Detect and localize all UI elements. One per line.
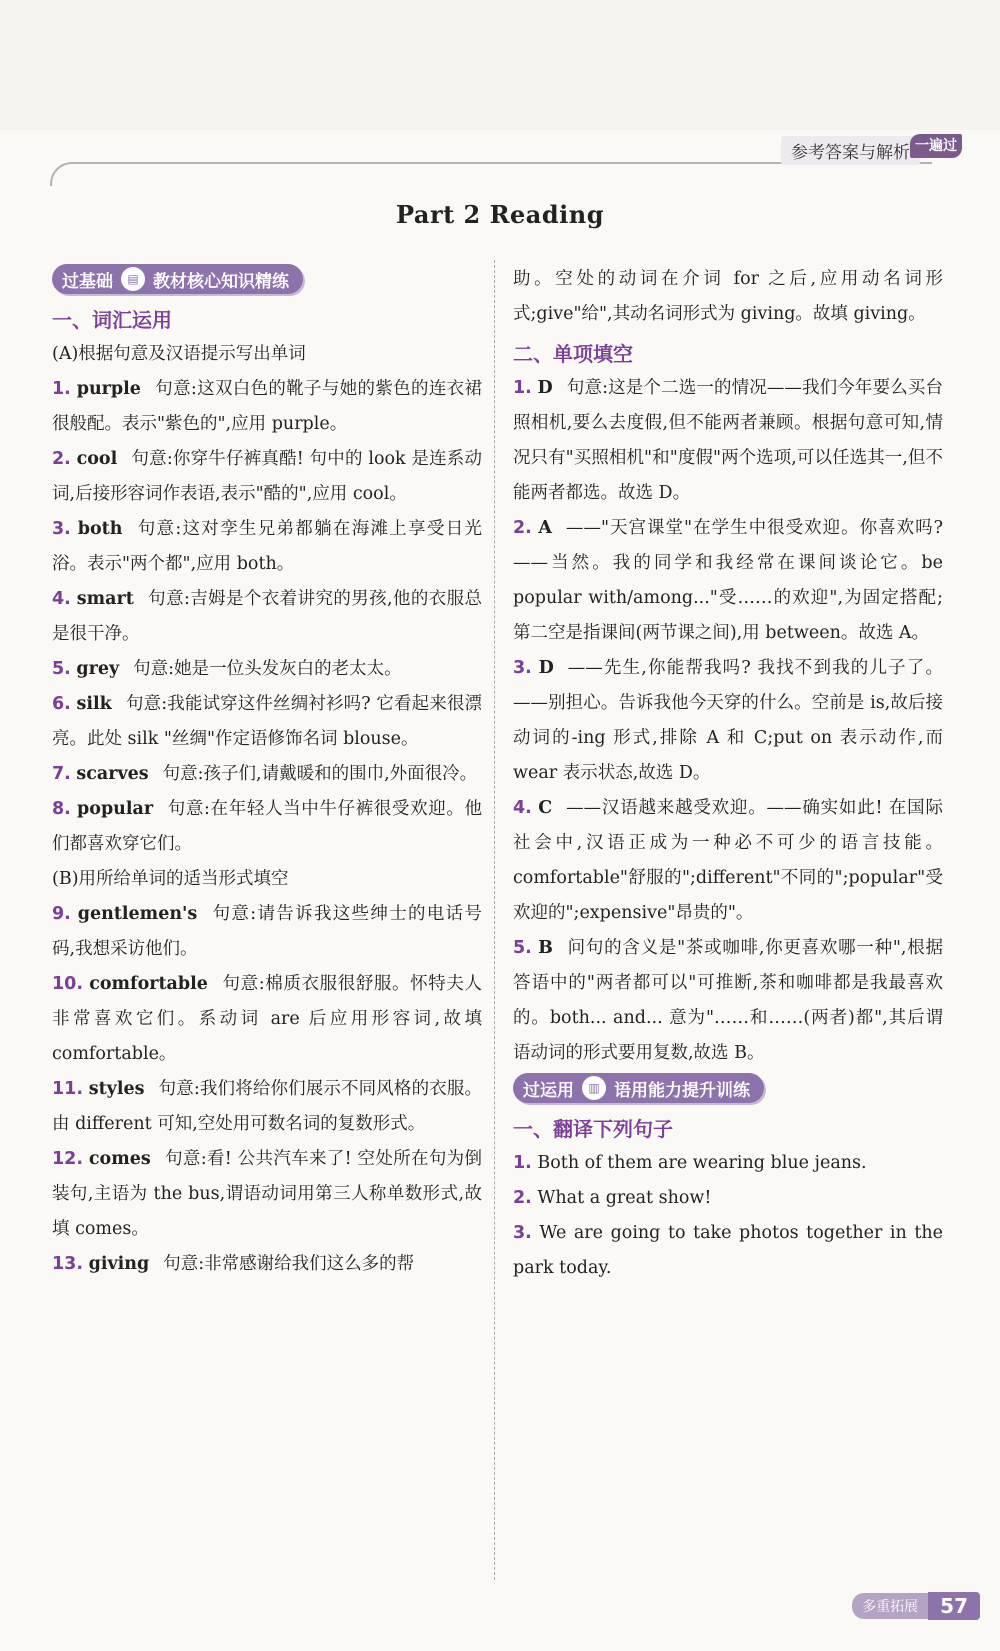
answer-item	[513, 511, 943, 651]
item-answer: styles	[88, 1079, 145, 1099]
item-number: 2.	[513, 518, 532, 538]
item-number: 12.	[52, 1149, 84, 1169]
item-number: 4.	[52, 589, 71, 609]
item-number: 5.	[513, 938, 532, 958]
sub-heading: (A)根据句意及汉语提示写出单词	[52, 344, 306, 364]
item-number: 11.	[52, 1079, 84, 1099]
item-number: 13.	[52, 1254, 84, 1274]
item-explanation: 句意:我能试穿这件丝绸衬衫吗? 它看起来很漂亮。此处 silk "丝绸"作定语修饰名词 blouse。	[52, 694, 482, 749]
book-icon: ▤	[121, 267, 145, 291]
item-answer: scarves	[76, 764, 149, 784]
answer-item	[52, 582, 482, 652]
item-number: 3.	[513, 658, 532, 678]
item-number: 9.	[52, 904, 71, 924]
item-answer: smart	[76, 589, 134, 609]
item-explanation: 句意:她是一位头发灰白的老太太。	[133, 659, 402, 679]
right-column	[513, 262, 943, 1286]
item-explanation: 句意:非常感谢给我们这么多的帮	[163, 1254, 415, 1274]
item-answer: D	[537, 378, 553, 398]
translation-item	[513, 1216, 943, 1286]
answer-item	[513, 371, 943, 511]
item-answer: comes	[88, 1149, 151, 1169]
item-explanation: 句意:这对孪生兄弟都躺在海滩上享受日光浴。表示"两个都",应用 both。	[52, 519, 482, 574]
continued-text: 助。空处的动词在介词 for 之后,应用动名词形式;give"给",其动名词形式为 giving。故填 giving。	[513, 269, 943, 324]
header-label: 参考答案与解析	[781, 136, 920, 165]
banner-text: 语用能力提升训练	[614, 1080, 750, 1101]
translation-text: What a great show!	[537, 1188, 712, 1208]
answer-item	[52, 442, 482, 512]
sub-heading: (B)用所给单词的适当形式填空	[52, 869, 289, 889]
item-number: 2.	[52, 449, 71, 469]
answer-item	[52, 792, 482, 862]
page-footer	[852, 1592, 980, 1620]
footer-label: 多重拓展	[852, 1593, 928, 1619]
item-explanation: ——"天宫课堂"在学生中很受欢迎。你喜欢吗? ——当然。我的同学和我经常在课间谈论它。be popular with/among..."受……的欢迎",为固定搭配;第二空是指课间(两节课之间),用 between。故选 A。	[513, 518, 943, 643]
left-column	[52, 262, 482, 1282]
item-explanation: 句意:看! 公共汽车来了! 空处所在句为倒装句,主语为 the bus,谓语动词用第三人称单数形式,故填 comes。	[52, 1149, 482, 1239]
item-number: 2.	[513, 1188, 532, 1208]
banner-tag: 过运用	[523, 1080, 574, 1101]
item-explanation: 句意:你穿牛仔裤真酷! 句中的 look 是连系动词,后接形容词作表语,表示"酷的",应用 cool。	[52, 449, 482, 504]
translation-item	[513, 1181, 943, 1216]
answer-item	[52, 687, 482, 757]
item-explanation: 句意:在年轻人当中牛仔裤很受欢迎。他们都喜欢穿它们。	[52, 799, 482, 854]
item-answer: C	[538, 798, 553, 818]
banner-text: 教材核心知识精练	[153, 271, 289, 292]
item-number: 4.	[513, 798, 532, 818]
section-heading: 二、单项填空	[513, 342, 633, 366]
item-number: 1.	[513, 1153, 532, 1173]
answer-item	[52, 897, 482, 967]
item-answer: comfortable	[89, 974, 208, 994]
section-heading: 一、翻译下列句子	[513, 1117, 673, 1141]
item-number: 1.	[513, 378, 532, 398]
item-explanation: ——先生,你能帮我吗? 我找不到我的儿子了。——别担心。告诉我他今天穿的什么。空前是 is,故后接动词的-ing 形式,排除 A 和 C;put on 表示动作,而 wear 表示状态,故选 D。	[513, 658, 943, 783]
item-number: 5.	[52, 659, 71, 679]
banner-tag: 过基础	[62, 271, 113, 292]
translation-text: We are going to take photos together in the park today.	[513, 1223, 943, 1278]
application-banner	[513, 1073, 764, 1103]
item-number: 3.	[52, 519, 71, 539]
brand-logo: 一遍过	[910, 134, 962, 158]
column-divider	[494, 260, 495, 1580]
answer-item	[52, 757, 482, 792]
answer-item	[52, 512, 482, 582]
item-explanation: 句意:棉质衣服很舒服。怀特夫人非常喜欢它们。系动词 are 后应用形容词,故填 comfortable。	[52, 974, 482, 1064]
item-number: 1.	[52, 379, 71, 399]
item-answer: purple	[76, 379, 141, 399]
answer-item	[52, 1072, 482, 1142]
item-number: 10.	[52, 974, 84, 994]
item-number: 6.	[52, 694, 71, 714]
answer-item	[52, 1247, 482, 1282]
item-answer: gentlemen's	[77, 904, 198, 924]
item-number: 3.	[513, 1223, 532, 1243]
item-explanation: 句意:这是个二选一的情况——我们今年要么买台照相机,要么去度假,但不能两者兼顾。根据句意可知,情况只有"买照相机"和"度假"两个选项,可以任选其一,但不能两者都选。故选 D。	[513, 378, 943, 503]
item-answer: both	[77, 519, 123, 539]
item-explanation: ——汉语越来越受欢迎。——确实如此! 在国际社会中,汉语正成为一种必不可少的语言技能。comfortable"舒服的";different"不同的";popular"受欢迎的";expensive"昂贵的"。	[513, 798, 943, 923]
chart-icon: ▥	[582, 1076, 606, 1100]
item-answer: popular	[77, 799, 154, 819]
item-answer: grey	[76, 659, 120, 679]
page-number: 57	[928, 1592, 980, 1620]
answer-item	[513, 651, 943, 791]
section-heading: 一、词汇运用	[52, 308, 172, 332]
top-margin	[0, 0, 1000, 130]
answer-item	[513, 791, 943, 931]
item-answer: D	[538, 658, 554, 678]
item-explanation: 句意:我们将给你们展示不同风格的衣服。由 different 可知,空处用可数名词的复数形式。	[52, 1079, 482, 1134]
item-explanation: 问句的含义是"茶或咖啡,你更喜欢哪一种",根据答语中的"两者都可以"可推断,茶和咖啡都是我最喜欢的。both... and... 意为"……和……(两者)都",其后谓语动词的形式要用复数,故选 B。	[513, 938, 943, 1063]
page-title: Part 2 Reading	[396, 200, 604, 229]
item-explanation: 句意:请告诉我这些绅士的电话号码,我想采访他们。	[52, 904, 482, 959]
answer-item	[52, 652, 482, 687]
answer-item	[52, 967, 482, 1072]
translation-text: Both of them are wearing blue jeans.	[537, 1153, 867, 1173]
item-answer: cool	[76, 449, 118, 469]
item-answer: giving	[88, 1254, 150, 1274]
item-answer: B	[538, 938, 553, 958]
header-rule	[50, 162, 932, 186]
answer-item	[52, 1142, 482, 1247]
translation-item	[513, 1146, 943, 1181]
basics-banner	[52, 264, 303, 294]
item-number: 8.	[52, 799, 71, 819]
answer-item	[52, 372, 482, 442]
item-explanation: 句意:孩子们,请戴暖和的围巾,外面很冷。	[162, 764, 478, 784]
item-answer: silk	[76, 694, 112, 714]
item-explanation: 句意:这双白色的靴子与她的紫色的连衣裙很般配。表示"紫色的",应用 purple。	[52, 379, 482, 434]
item-explanation: 句意:吉姆是个衣着讲究的男孩,他的衣服总是很干净。	[52, 589, 482, 644]
answer-item	[513, 931, 943, 1071]
item-number: 7.	[52, 764, 71, 784]
item-answer: A	[538, 518, 552, 538]
